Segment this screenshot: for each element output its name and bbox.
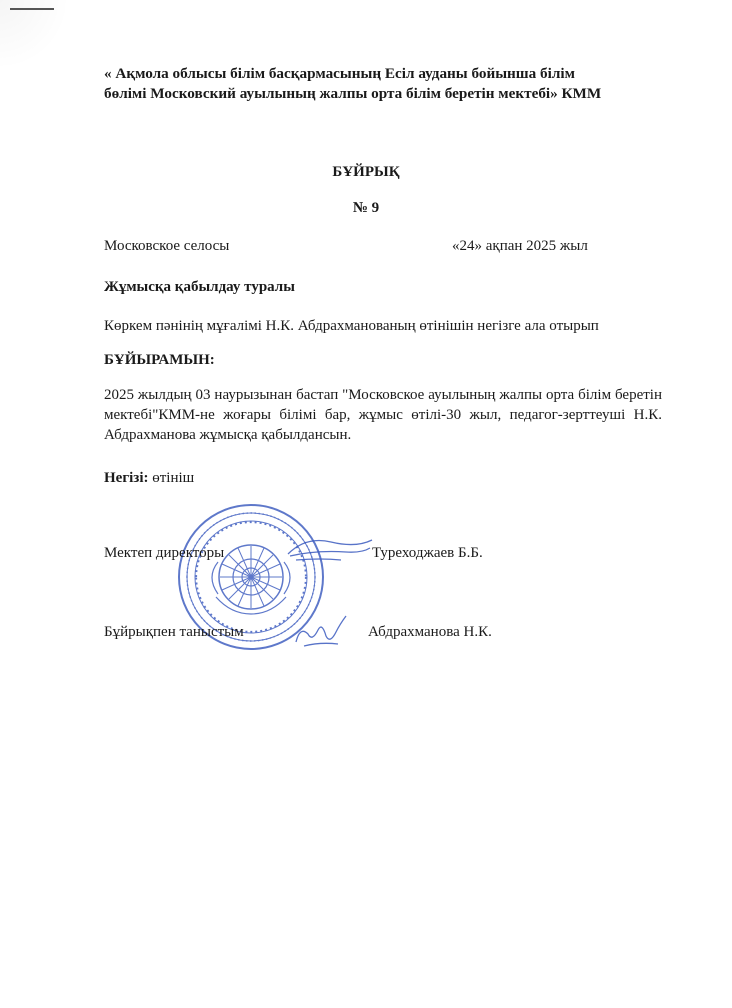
org-line-1: « Ақмола облысы білім басқармасының Есіл ауданы бойынша білім bbox=[104, 65, 575, 82]
org-line-2: бөлімі Московский ауылының жалпы орта білім беретін мектебі» КММ bbox=[104, 85, 602, 102]
basis-sentence: Көркем пәнінің мұғалімі Н.К. Абдрахманованың өтінішін негізге ала отырып bbox=[104, 318, 599, 334]
order-number: № 9 bbox=[352, 200, 380, 216]
grounds-value: өтініш bbox=[152, 470, 195, 486]
command-heading: БҰЙЫРАМЫН: bbox=[104, 352, 215, 368]
acknowledged-label: Бұйрықпен таныстым bbox=[104, 624, 244, 640]
order-place: Московское селосы bbox=[104, 238, 230, 254]
employee-signature bbox=[292, 612, 352, 652]
organization-header bbox=[104, 64, 704, 104]
director-signature bbox=[286, 530, 376, 570]
scan-edge-shadow bbox=[0, 0, 70, 70]
order-title: БҰЙРЫҚ bbox=[332, 164, 400, 180]
acknowledged-name: Абдрахманова Н.К. bbox=[368, 624, 492, 640]
grounds-line bbox=[104, 470, 194, 487]
order-date: «24» ақпан 2025 жыл bbox=[452, 238, 588, 254]
scan-mark bbox=[10, 8, 54, 10]
director-name: Туреходжаев Б.Б. bbox=[372, 545, 483, 561]
grounds-label: Негізі: bbox=[104, 470, 149, 486]
director-label: Мектеп директоры bbox=[104, 545, 225, 561]
command-text: 2025 жылдың 03 наурызынан бастап "Московское ауылының жалпы орта білім беретін мектебі"КММ-не жоғары білімі бар, жұмыс өтілі-30 жыл, педагог-зерттеуші Н.К. Абдрахманова жұмысқа қабылдансын. bbox=[104, 387, 662, 443]
order-subject: Жұмысқа қабылдау туралы bbox=[104, 279, 295, 295]
